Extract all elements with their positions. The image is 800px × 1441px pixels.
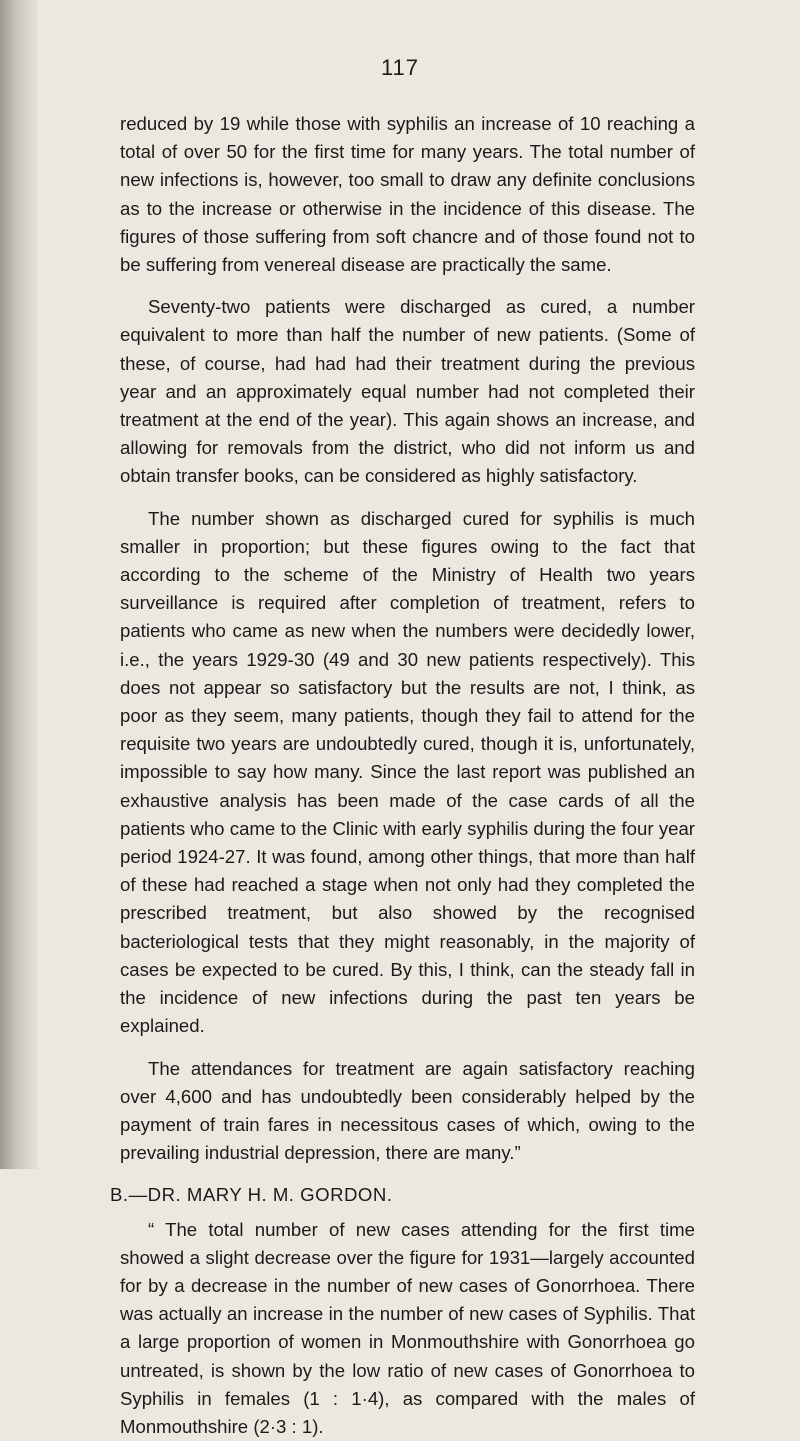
page-body bbox=[110, 110, 695, 1441]
section-heading-gordon: B.—DR. MARY H. M. GORDON. bbox=[110, 1184, 393, 1206]
paragraph-discharged-cured: Seventy-two patients were discharged as cured, a number equivalent to more than half the number of new patients. (Some of these, of course, had had had their treatment during the previous year and an approximately equal number had not completed their treatment at the end of the year). This again shows an increase, and allowing for removals from the district, who did not inform us and obtain transfer books, can be considered as highly satisfactory. bbox=[120, 296, 695, 487]
paragraph-continued: reduced by 19 while those with syphilis an increase of 10 reaching a total of over 50 for the first time for many years. The total number of new infections is, however, too small to draw any definite conclusions as to the increase or otherwise in the incidence of this disease. The figures of those suffering from soft chancre and of those found not to be suffering from venereal disease are practically the same. bbox=[120, 113, 695, 276]
page-number: 117 bbox=[380, 55, 420, 80]
paragraph-syphilis-proportion: The number shown as discharged cured for syphilis is much smaller in proportion; but these figures owing to the fact that according to the scheme of the Ministry of Health two years surveillance is required after completion of treatment, refers to patients who came as new when the numbers were decidedly lower, i.e., the years 1929-30 (49 and 30 new patients respectively). This does not appear so satisfactory but the results are not, I think, as poor as they seem, many patients, though they fail to attend for the requisite two years are undoubtedly cured, though it is, unfortunately, impossible to say how many. Since the last report was published an exhaustive analysis has been made of the case cards of all the patients who came to the Clinic with early syphilis during the four year period 1924-27. It was found, among other things, that more than half of these had reached a stage when not only had they completed the prescribed treatment, but also showed by the recognised bacteriological tests that they might reasonably, in the majority of cases be expected to be cured. By this, I think, can the steady fall in the incidence of new infections during the past ten years be explained. bbox=[120, 507, 695, 1037]
page-edge-shadow bbox=[0, 0, 38, 1169]
paragraph-gordon-report: “ The total number of new cases attending for the first time showed a slight decrease over the figure for 1931—largely accounted for by a decrease in the number of new cases of Gonorrhoea. There was actually an increase in the number of new cases of Syphilis. That a large proportion of women in Monmouthshire with Gonorrhoea go untreated, is shown by the low ratio of new cases of Gonorrhoea to Syphilis in females (1 : 1·4), as compared with the males of Monmouthshire (2·3 : 1). bbox=[120, 1218, 695, 1437]
paragraph-attendances: The attendances for treatment are again satisfactory reaching over 4,600 and has undoubtedly been considerably helped by the payment of train fares in necessitous cases of which, owing to the prevailing industrial depression, there are many.” bbox=[120, 1057, 695, 1164]
